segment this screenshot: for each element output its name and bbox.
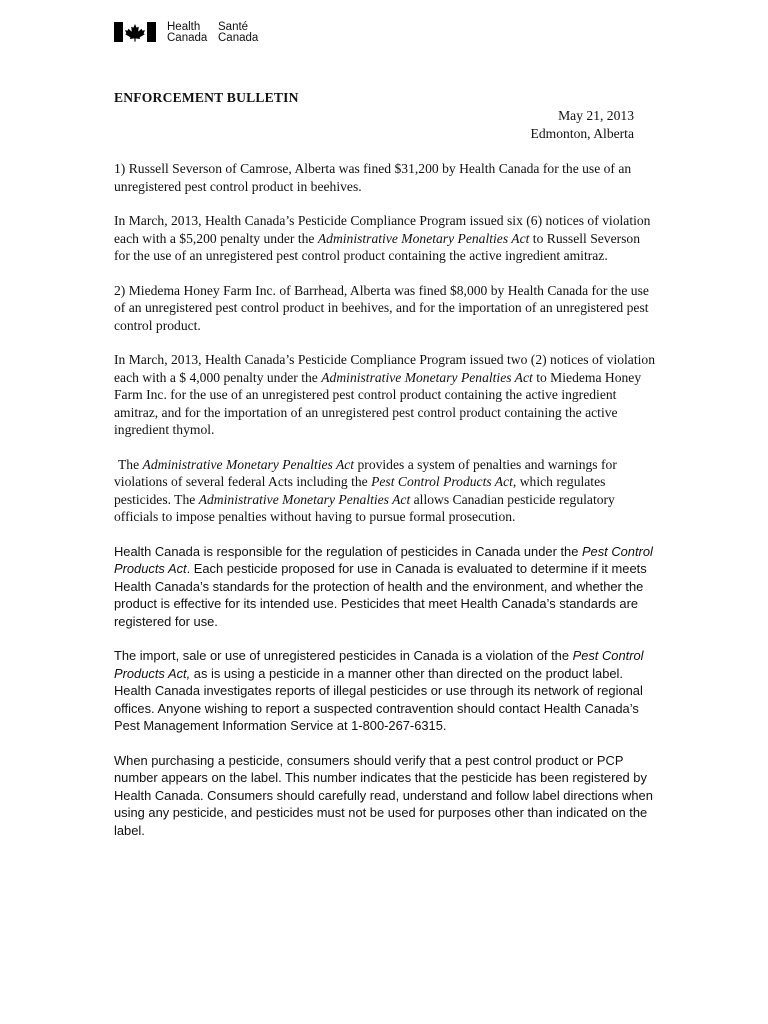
act-title: Administrative Monetary Penalties Act bbox=[198, 491, 411, 507]
canada-flag-icon bbox=[114, 22, 156, 42]
text: In March, 2013, Health Canada’s Pesticide Compliance Program issued six (6) notices of violation each with a $5,200 penalty under the bbox=[114, 213, 651, 246]
text: which regulates pesticides. The bbox=[114, 474, 606, 507]
logo-en-canada: Canada bbox=[167, 32, 208, 44]
text: The import, sale or use of unregistered pesticides in Canada is a violation of the bbox=[114, 648, 573, 663]
bulletin-body bbox=[114, 160, 659, 856]
bulletin-location: Edmonton, Alberta bbox=[530, 126, 634, 141]
logo-fr-sante: Santé bbox=[218, 21, 249, 33]
paragraph-regulation bbox=[114, 543, 659, 631]
text: Health Canada is responsible for the regulation of pesticides in Canada under the bbox=[114, 543, 582, 559]
paragraph-miedema-fine: 2) Miedema Honey Farm Inc. of Barrhead, Alberta was fined $8,000 by Health Canada for the use of an unregistered pest control product in beehives, and for the importation of an unregistered pest control product. bbox=[114, 282, 649, 333]
text: . Each pesticide proposed for use in Canada is evaluated to determine if it meets Health Canada’s standards for the protection of health and the environment, and whether the product is effective for its intended use. Pesticides that meet Health Canada’s standards are registered for use. bbox=[114, 561, 647, 629]
bulletin-heading: ENFORCEMENT BULLETIN bbox=[114, 90, 299, 105]
act-title: Administrative Monetary Penalties Act bbox=[317, 230, 530, 246]
health-canada-logo bbox=[114, 22, 258, 44]
act-title: Pest Control Products Act, bbox=[371, 474, 517, 489]
text: as is using a pesticide in a manner other than directed on the product label. Health Canada investigates reports of illegal pesticides or use through its network of regional offices. Anyone wishing to report a suspected contravention should contact Health Canada’s Pest Management Information Service at 1-800-267-6315. bbox=[114, 665, 643, 733]
text: allows Canadian pesticide regulatory officials to impose penalties without having to pursue formal prosecution. bbox=[114, 491, 615, 524]
paragraph-severson-fine: 1) Russell Severson of Camrose, Alberta was fined $31,200 by Health Canada for the use of an unregistered pest control product in beehives. bbox=[114, 161, 632, 194]
act-title: Administrative Monetary Penalties Act bbox=[142, 456, 355, 472]
text: The bbox=[118, 456, 143, 472]
paragraph-severson-notices bbox=[114, 212, 659, 265]
dateline bbox=[531, 107, 634, 143]
paragraph-ampa-description bbox=[114, 456, 659, 526]
paragraph-consumer-advice: When purchasing a pesticide, consumers should verify that a pest control product or PCP number appears on the label. This number indicates that the pesticide has been registered by Health Canada. Consumers should carefully read, understand and follow label directions when using any pesticide, and pesticides must not be used for purposes other than indicated on the label. bbox=[114, 752, 653, 838]
act-title: Administrative Monetary Penalties Act bbox=[321, 369, 533, 385]
text: to Russell Severson for the use of an unregistered pest control product containing the active ingredient amitraz. bbox=[114, 230, 641, 263]
text: In March, 2013, Health Canada’s Pesticide Compliance Program issued two (2) notices of violation each with a $ 4,000 penalty under the bbox=[114, 352, 655, 385]
bulletin-date: May 21, 2013 bbox=[558, 108, 634, 123]
text: to Miedema Honey Farm Inc. for the use of an unregistered pest control product containing the active ingredient amitraz, and for the importation of an unregistered pest control product containing the active ingredient thymol. bbox=[114, 369, 642, 437]
logo-wordmark bbox=[167, 22, 258, 44]
text: provides a system of penalties and warnings for violations of several federal Acts including the bbox=[114, 456, 617, 489]
act-title: Pest Control Products Act, bbox=[114, 648, 644, 681]
logo-en-health: Health bbox=[167, 21, 201, 33]
paragraph-miedema-notices bbox=[114, 351, 659, 439]
logo-fr-canada: Canada bbox=[218, 32, 259, 44]
paragraph-unregistered-violation bbox=[114, 647, 659, 735]
act-title: Pest Control Products Act bbox=[114, 543, 653, 576]
